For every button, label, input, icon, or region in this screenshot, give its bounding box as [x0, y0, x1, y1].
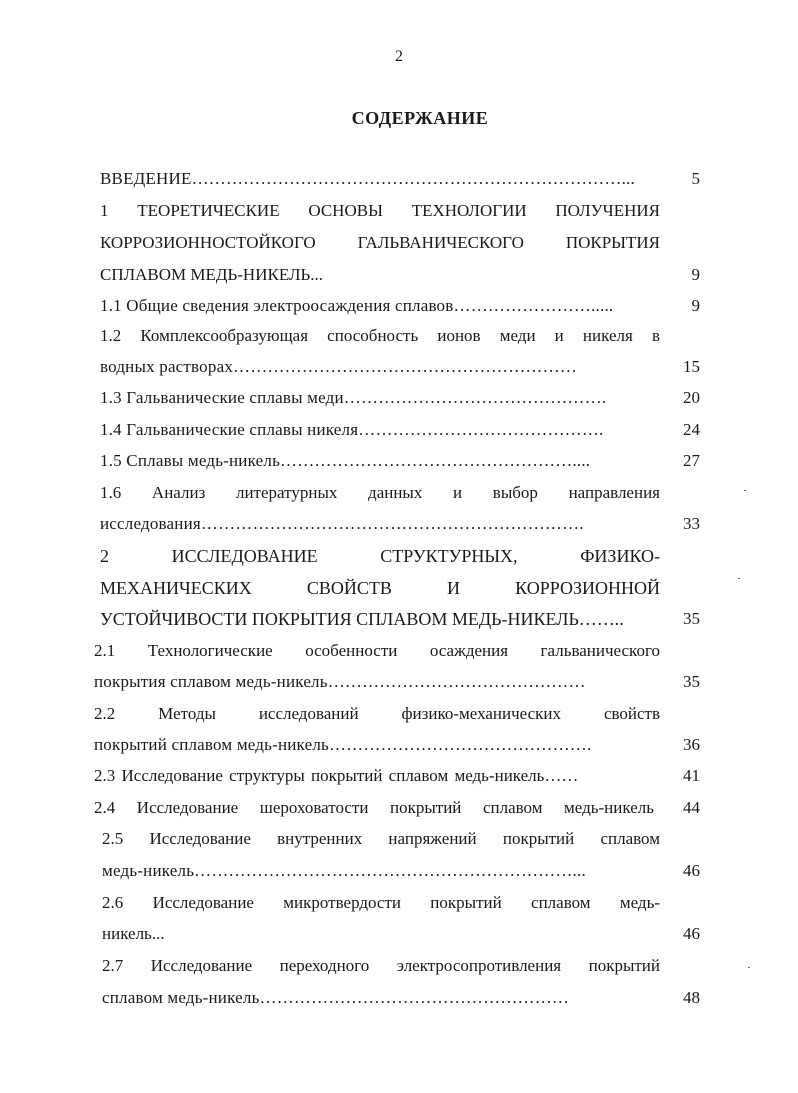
scan-speck — [748, 967, 750, 968]
toc-line-2-7: 2.7 Исследование переходного электросопротивления покрытий — [102, 956, 660, 975]
toc-line-2-5: 2.5 Исследование внутренних напряжений покрытий сплавом — [102, 829, 660, 848]
toc-page-1-4: 24 — [683, 420, 700, 439]
toc-line-2-6: 2.6 Исследование микротвердости покрытий сплавом медь- — [102, 893, 660, 912]
scan-speck — [738, 578, 740, 579]
page-title: СОДЕРЖАНИЕ — [351, 108, 489, 128]
toc-page-introduction: 5 — [691, 169, 700, 188]
toc-page-1-6: 33 — [683, 514, 700, 533]
toc-line-2-1: 2.1 Технологические особенности осаждения гальванического — [94, 641, 660, 660]
toc-page-2-4: 44 — [683, 798, 700, 817]
toc-line-2-4: 2.4 Исследование шероховатости покрытий сплавом медь-никель — [94, 798, 654, 817]
toc-page-2-6: 46 — [683, 924, 700, 943]
toc-line-1-2: водных растворах…………………………………………………… — [100, 357, 578, 376]
toc-line-1-3: 1.3 Гальванические сплавы меди………………………………………. — [100, 388, 607, 407]
toc-line-2-7: сплавом медь-никель……………………………………………… — [102, 988, 570, 1007]
toc-line-1-2: 1.2 Комплексообразующая способность ионов меди и никеля в — [100, 326, 660, 345]
toc-page-1-5: 27 — [683, 451, 700, 470]
toc-page-chapter1: 9 — [691, 265, 700, 284]
toc-line-1-5: 1.5 Сплавы медь-никель…………………………………………….... — [100, 451, 591, 470]
toc-page-1-1: 9 — [691, 296, 700, 315]
toc-page-2-3: 41 — [683, 766, 700, 785]
toc-line-2-2: покрытий сплавом медь-никель………………………………………. — [94, 735, 592, 754]
toc-line-chapter2: МЕХАНИЧЕСКИХ СВОЙСТВ И КОРРОЗИОННОЙ — [100, 578, 660, 598]
toc-line-chapter1: 1 ТЕОРЕТИЧЕСКИЕ ОСНОВЫ ТЕХНОЛОГИИ ПОЛУЧЕНИЯ — [100, 201, 660, 220]
toc-line-chapter1: КОРРОЗИОННОСТОЙКОГО ГАЛЬВАНИЧЕСКОГО ПОКРЫТИЯ — [100, 233, 660, 252]
toc-line-introduction: ВВЕДЕНИЕ…………………………………………………………………... — [100, 169, 635, 188]
toc-page-1-2: 15 — [683, 357, 700, 376]
toc-line-1-4: 1.4 Гальванические сплавы никеля……………………………………. — [100, 420, 604, 439]
toc-page-2-2: 36 — [683, 735, 700, 754]
toc-line-1-6: исследования…………………………………………………………. — [100, 514, 584, 533]
toc-page-2-5: 46 — [683, 861, 700, 880]
toc-page-2-7: 48 — [683, 988, 700, 1007]
toc-page-chapter2: 35 — [683, 609, 700, 628]
toc-line-chapter2: 2 ИССЛЕДОВАНИЕ СТРУКТУРНЫХ, ФИЗИКО- — [100, 546, 660, 566]
toc-line-1-6: 1.6 Анализ литературных данных и выбор направления — [100, 483, 660, 502]
toc-line-2-3: 2.3 Исследование структуры покрытий сплавом медь-никель…… — [94, 766, 579, 785]
toc-line-2-6: никель... — [102, 924, 165, 943]
toc-line-2-5: медь-никель…………………………………………………………... — [102, 861, 586, 880]
toc-line-chapter1: СПЛАВОМ МЕДЬ-НИКЕЛЬ... — [100, 265, 324, 284]
scan-speck — [744, 490, 746, 491]
toc-line-chapter2: УСТОЙЧИВОСТИ ПОКРЫТИЯ СПЛАВОМ МЕДЬ-НИКЕЛЬ…….. — [100, 609, 624, 629]
toc-line-2-1: покрытия сплавом медь-никель……………………………………… — [94, 672, 586, 691]
page-number: 2 — [395, 48, 403, 65]
toc-line-1-1: 1.1 Общие сведения электроосаждения сплавов……………………..... — [100, 296, 614, 315]
toc-page-2-1: 35 — [683, 672, 700, 691]
toc-line-2-2: 2.2 Методы исследований физико-механических свойств — [94, 704, 660, 723]
toc-page-1-3: 20 — [683, 388, 700, 407]
